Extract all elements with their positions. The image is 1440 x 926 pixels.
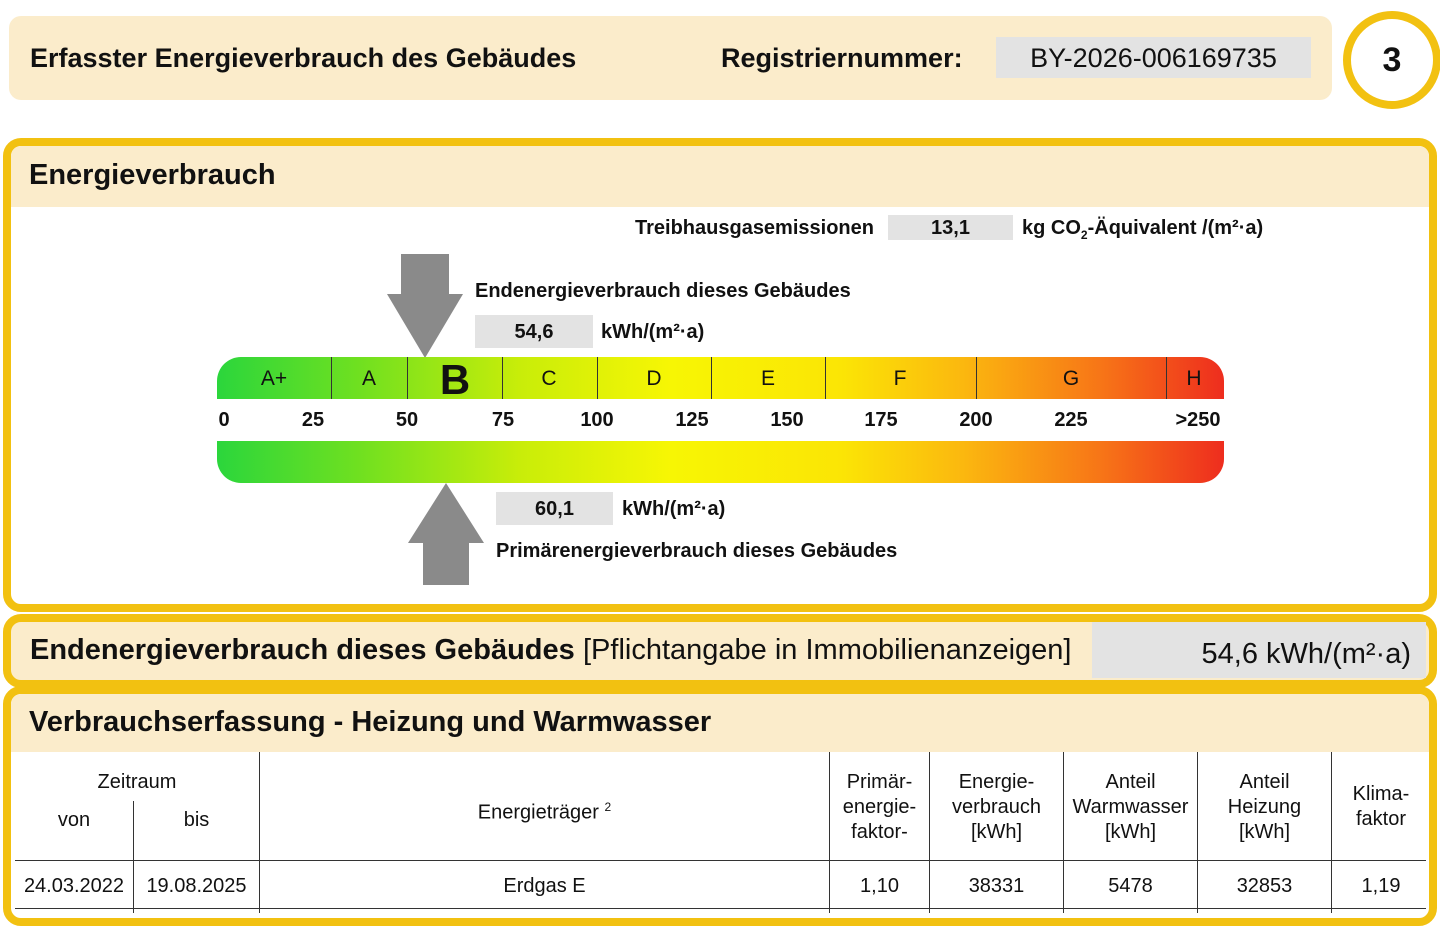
scale-tick: 125: [675, 409, 709, 431]
header-heating-line: Heizung: [1227, 796, 1302, 818]
cell-hot-water-share: 5478: [1108, 875, 1153, 897]
header-energy-consumption-line: verbrauch: [952, 796, 1041, 818]
mandatory-title: Endenergieverbrauch dieses Gebäudes: [30, 634, 575, 666]
class-label-b-highlighted: B: [439, 356, 471, 403]
class-label-a: A: [361, 367, 376, 390]
header-energy-consumption: [930, 770, 1063, 845]
header-period: Zeitraum: [97, 771, 177, 793]
cell-energy-consumption: 38331: [968, 875, 1025, 897]
class-divider: [331, 357, 332, 399]
header-to: bis: [183, 809, 210, 831]
cell-to: 19.08.2025: [146, 875, 247, 897]
cell-carrier: Erdgas E: [503, 875, 586, 897]
registration-label: Registriernummer:: [721, 43, 963, 73]
header-primary-factor-line: Primär-: [846, 771, 913, 793]
ghg-value: 13,1: [888, 215, 1013, 240]
recording-title: Verbrauchserfassung - Heizung und Warmwasser: [29, 706, 712, 738]
header-energy-consumption-line: [kWh]: [970, 821, 1023, 843]
header-hot-water-share: [1064, 770, 1197, 845]
header-title: Erfasster Energieverbrauch des Gebäudes: [30, 43, 577, 73]
page-number-badge: 3: [1343, 11, 1440, 109]
scale-tick: 25: [301, 409, 325, 431]
primary-energy-value: 60,1: [496, 492, 613, 525]
header-climate-line: Klima-: [1352, 783, 1410, 805]
class-label-e: E: [760, 367, 775, 390]
registration-number: BY-2026-006169735: [996, 37, 1311, 78]
primary-energy-label: Primärenergieverbrauch dieses Gebäudes: [496, 540, 898, 562]
scale-tick: 150: [770, 409, 804, 431]
class-label-d: D: [646, 367, 662, 390]
class-label-f: F: [893, 367, 907, 390]
header-heating-line: Anteil: [1239, 771, 1290, 793]
scale-tick: 200: [959, 409, 993, 431]
header-heating-share: [1198, 770, 1331, 845]
header-hot-water-line: Anteil: [1105, 771, 1156, 793]
header-primary-factor-line: energie-: [842, 796, 917, 818]
efficiency-scale-gradient: [217, 441, 1224, 483]
mandatory-value: 54,6 kWh/(m²·a): [1201, 638, 1411, 670]
header-hot-water-line: Warmwasser: [1072, 796, 1189, 818]
header-primary-factor: [830, 770, 929, 845]
header-carrier-label: Energieträger: [477, 801, 599, 824]
primary-energy-arrow-icon: [408, 483, 484, 585]
scale-tick: 50: [395, 409, 419, 431]
header-carrier: [260, 795, 829, 826]
mandatory-note: [Pflichtangabe in Immobilienanzeigen]: [583, 634, 1072, 666]
cell-climate-factor: 1,19: [1361, 875, 1401, 897]
scale-tick: 0: [218, 409, 230, 431]
header-energy-consumption-line: Energie-: [958, 771, 1035, 793]
ghg-unit: [1022, 217, 1263, 242]
class-divider: [502, 357, 503, 399]
final-energy-label: Endenergieverbrauch dieses Gebäudes: [475, 280, 851, 302]
table-divider: [15, 908, 1426, 909]
header-primary-factor-line: faktor-: [851, 821, 908, 843]
final-energy-value: 54,6: [475, 315, 593, 348]
class-label-h: H: [1186, 367, 1202, 390]
energy-panel-title: Energieverbrauch: [29, 159, 276, 191]
scale-tick: 175: [864, 409, 898, 431]
class-divider: [825, 357, 826, 399]
scale-tick: 75: [491, 409, 515, 431]
ghg-unit-suffix: -Äquivalent /(m²·a): [1087, 217, 1264, 239]
scale-tick: 100: [580, 409, 614, 431]
scale-tick: >250: [1175, 409, 1221, 431]
header-from: von: [57, 809, 91, 831]
ghg-unit-sub: 2: [1080, 228, 1088, 242]
ghg-unit-prefix: kg CO: [1022, 217, 1081, 239]
header-hot-water-line: [kWh]: [1104, 821, 1157, 843]
carrier-footnote: 2: [604, 800, 612, 814]
primary-energy-unit: kWh/(m²·a): [622, 498, 726, 520]
table-divider: [15, 860, 1426, 861]
final-energy-arrow-icon: [387, 254, 463, 358]
cell-primary-factor: 1,10: [860, 875, 899, 897]
class-label-c: C: [541, 367, 557, 390]
class-divider: [711, 357, 712, 399]
class-divider: [407, 357, 408, 399]
class-label-g: G: [1062, 367, 1080, 390]
final-energy-unit: kWh/(m²·a): [601, 321, 705, 343]
header-climate-factor: [1332, 782, 1430, 832]
class-label-a-plus: A+: [260, 367, 288, 390]
header-heating-line: [kWh]: [1238, 821, 1291, 843]
header-climate-line: faktor: [1355, 808, 1407, 830]
cell-heating-share: 32853: [1236, 875, 1293, 897]
ghg-label: Treibhausgasemissionen: [635, 217, 874, 239]
scale-tick: 225: [1054, 409, 1088, 431]
cell-from: 24.03.2022: [23, 875, 125, 897]
class-divider: [597, 357, 598, 399]
class-divider: [976, 357, 977, 399]
